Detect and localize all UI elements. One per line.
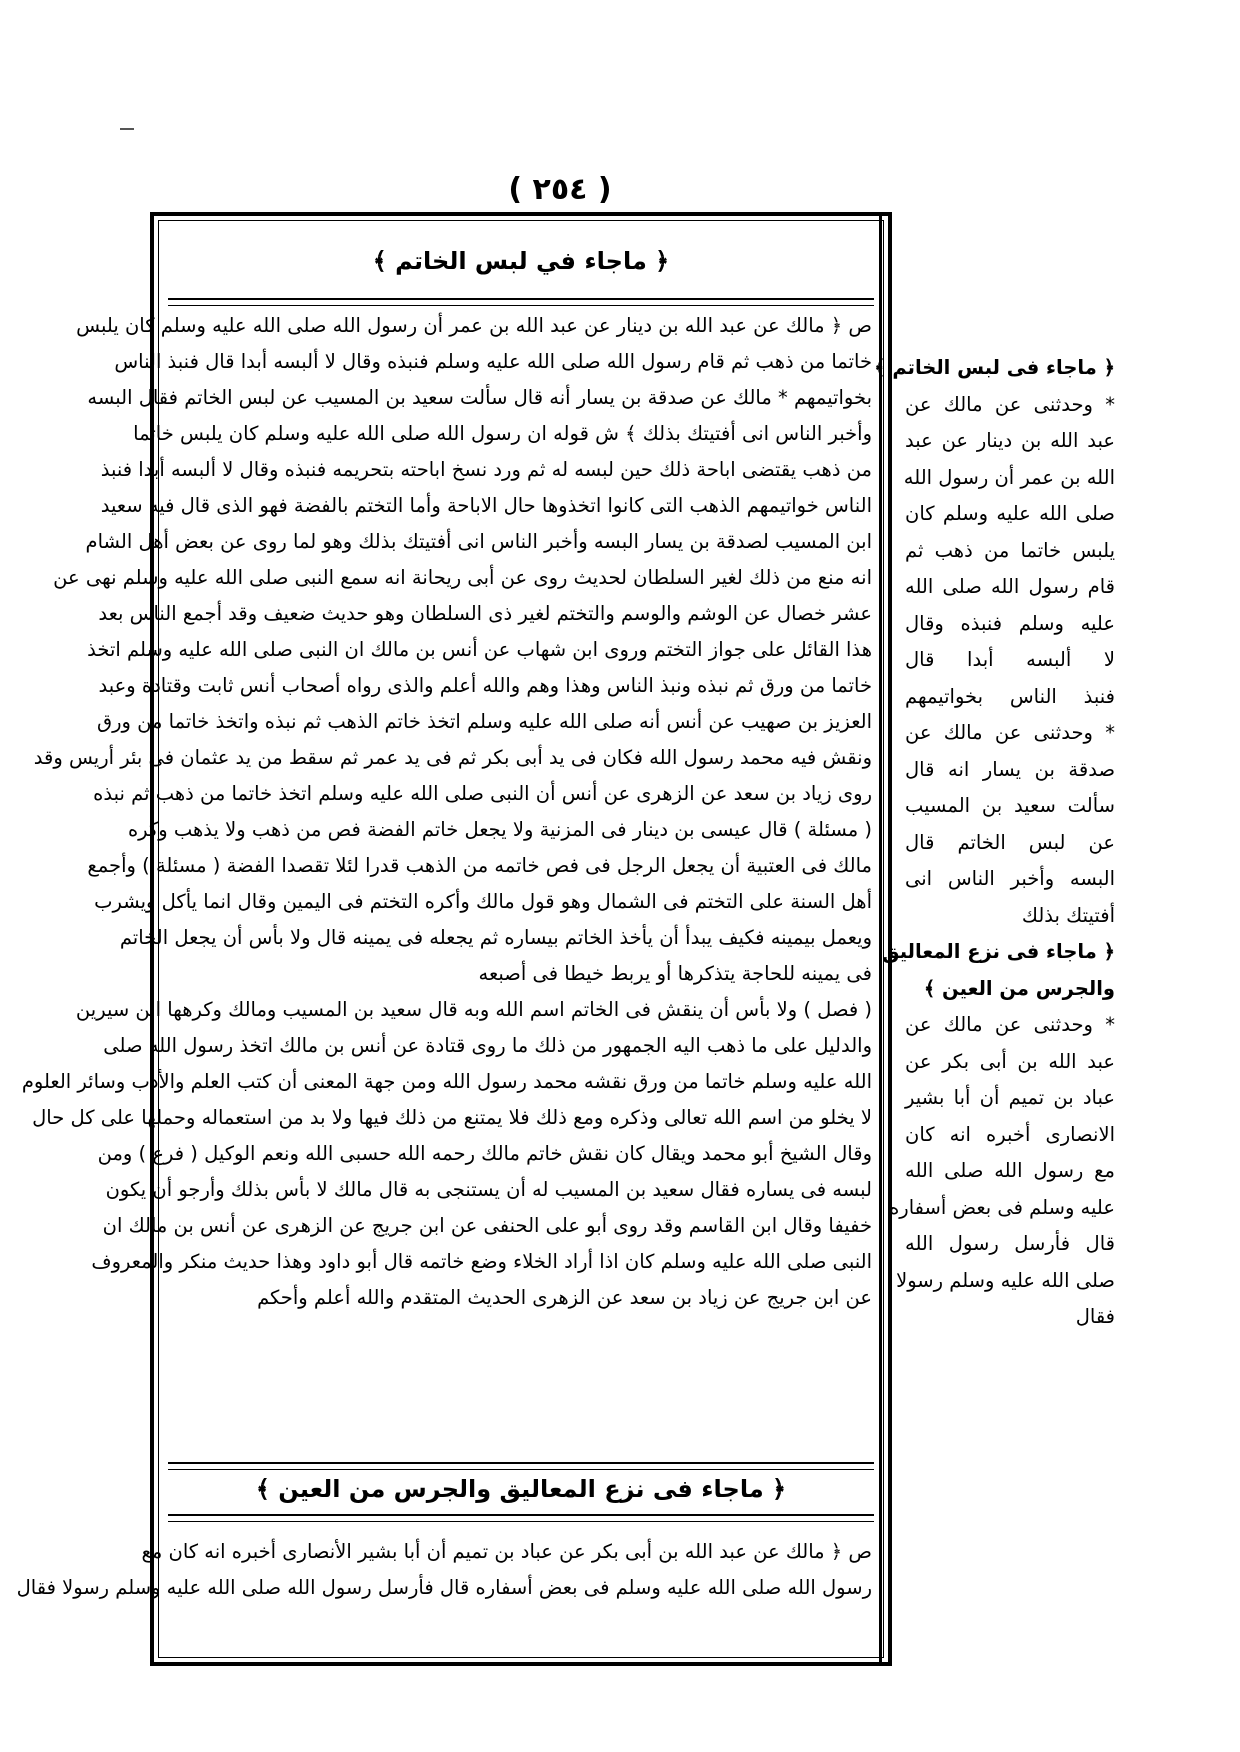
text-line: النبى صلى الله عليه وسلم كان اذا أراد الخلاء وضع خاتمه قال أبو داود وهذا حديث منكر والمعروف xyxy=(91,1250,872,1273)
text-line: هذا القائل على جواز التختم وروى ابن شهاب عن أنس بن مالك ان النبى صلى الله عليه وسلم اتخذ xyxy=(87,638,872,661)
text-line: الانصارى أخبره انه كان xyxy=(905,1122,1115,1146)
text-line: والدليل على ما ذهب اليه الجمهور من ذلك ما روى قتادة عن أنس بن مالك اتخذ رسول الله صلى xyxy=(103,1034,872,1057)
text-line: عليه وسلم فى بعض أسفاره xyxy=(889,1195,1115,1219)
text-line: * وحدثنى عن مالك عن xyxy=(905,1013,1115,1036)
section-heading-ring-wearing: ﴿ ماجاء في لبس الخاتم ﴾ xyxy=(372,247,670,275)
text-line: خاتما من ورق ثم نبذه ونبذ الناس وهذا وهم والله أعلم والذى رواه أصحاب أنس ثابت وقتادة وعبد xyxy=(98,674,872,697)
text-line: ويعمل بيمينه فكيف يبدأ أن يأخذ الخاتم بيساره ثم يجعله فى يمينه قال ولا بأس أن يجعل الخاتم xyxy=(119,926,872,949)
text-line: وقال الشيخ أبو محمد ويقال كان نقش خاتم مالك رحمه الله حسبى الله ونعم الوكيل ( فرع ) ومن xyxy=(97,1142,872,1165)
text-line: فنبذ الناس بخواتيمهم xyxy=(905,684,1115,708)
text-line: روى زياد بن سعد عن الزهرى عن أنس أن النبى صلى الله عليه وسلم اتخذ خاتما من ذهب ثم نبذه xyxy=(93,782,872,805)
double-rule xyxy=(168,298,874,306)
text-line: والجرس من العين ﴾ xyxy=(923,976,1115,1000)
main-text-frame xyxy=(16,212,892,1666)
text-line: صلى الله عليه وسلم رسولا xyxy=(896,1268,1115,1292)
text-line: لا يخلو من اسم الله تعالى وذكره ومع ذلك فلا يمتنع من ذلك فيها ولا بد من استعماله وحملها على كل حال xyxy=(32,1106,872,1129)
main-commentary-text xyxy=(21,308,872,1316)
double-rule xyxy=(168,1462,874,1470)
text-line: قال فأرسل رسول الله xyxy=(905,1232,1115,1255)
text-line: عبد الله بن دينار عن عبد xyxy=(905,429,1115,452)
text-line: فى يمينه للحاجة يتذكرها أو يربط خيطا فى أصبعه xyxy=(478,962,872,985)
text-line: عبد الله بن أبى بكر عن xyxy=(905,1049,1115,1073)
section-heading-removing-pendants: ﴿ ماجاء فى نزع المعاليق والجرس من العين ﴾ xyxy=(255,1475,787,1503)
text-line: رسول الله صلى الله عليه وسلم فى بعض أسفاره قال فأرسل رسول الله صلى الله عليه وسلم رسولا فقال xyxy=(16,1576,872,1599)
text-line: العزيز بن صهيب عن أنس أنه صلى الله عليه وسلم اتخذ خاتم الذهب ثم نبذه واتخذ خاتما من ورق xyxy=(96,710,872,733)
text-line: مالك فى العتبية أن يجعل الرجل فى فص خاتمه من الذهب قدرا لئلا تقصدا الفضة ( مسئلة ) وأجمع xyxy=(87,854,872,877)
text-line: أفتيتك بذلك xyxy=(1021,903,1115,927)
text-line: انه منع من ذلك لغير السلطان لحديث روى عن أبى ريحانة انه سمع النبى صلى الله عليه وسلم نهى عن xyxy=(53,566,872,589)
text-line: ( فصل ) ولا بأس أن ينقش فى الخاتم اسم الله وبه قال سعيد بن المسيب ومالك وكرهها ابن سيرين xyxy=(75,998,872,1021)
text-line: عليه وسلم فنبذه وقال xyxy=(905,611,1115,635)
text-line: صدقة بن يسار انه قال xyxy=(905,757,1115,781)
text-line: ونقش فيه محمد رسول الله فكان فى يد أبى بكر ثم فى يد عمر ثم سقط من يد عثمان فى بئر أريس وقد xyxy=(33,746,872,769)
text-line: من ذهب يقتضى اباحة ذلك حين لبسه له ثم ورد نسخ اباحته بتحريمه فنبذه وقال لا ألبسه أبدا فنبذ xyxy=(100,458,872,481)
text-line: الناس خواتيمهم الذهب التى كانوا اتخذوها حال الاباحة وأما التختم بالفضة فهو الذى قال فيه سعيد xyxy=(100,494,872,517)
text-line: ( مسئلة ) قال عيسى بن دينار فى المزنية ولا يجعل خاتم الفضة فص من ذهب ولا يذهب وكره xyxy=(127,818,872,841)
page-number: ( ٢٥٤ ) xyxy=(508,172,612,207)
text-line: * وحدثنى عن مالك عن xyxy=(905,392,1115,416)
text-line: ﴿ ماجاء فى نزع المعاليق xyxy=(882,940,1115,963)
text-line: ابن المسيب لصدقة بن يسار البسه وأخبر الناس انى أفتيتك بذلك وهو لما روى عن بعض أهل الشام xyxy=(85,530,872,553)
text-line: ص ﴿ مالك عن عبد الله بن دينار عن عبد الله بن عمر أن رسول الله صلى الله عليه وسلم كان يلبس xyxy=(76,314,872,337)
text-line: مع رسول الله صلى الله xyxy=(905,1159,1115,1182)
margin-text-column xyxy=(874,350,1115,1336)
double-rule xyxy=(168,1514,874,1522)
text-line: قام رسول الله صلى الله xyxy=(905,575,1115,598)
text-line: الله بن عمر أن رسول الله xyxy=(903,465,1115,489)
text-line: بخواتيمهم * مالك عن صدقة بن يسار أنه قال سألت سعيد بن المسيب عن لبس الخاتم فقال البسه xyxy=(87,386,872,409)
text-line: أهل السنة على التختم فى الشمال وهو قول مالك وأكره التختم فى اليمين وقال انما يأكل ويشرب xyxy=(94,890,872,913)
text-line: الله عليه وسلم خاتما من ورق نقشه محمد رسول الله ومن جهة المعنى أن كتب العلم والأدب وسائر العلوم xyxy=(21,1070,872,1093)
main-text-continued xyxy=(16,1534,872,1606)
text-line: ص ﴿ مالك عن عبد الله بن أبى بكر عن عباد بن تميم أن أبا بشير الأنصارى أخبره انه كان مع xyxy=(141,1540,872,1563)
corner-mark xyxy=(120,128,134,130)
text-line: عشر خصال عن الوشم والوسم والتختم لغير ذى السلطان وهو حديث ضعيف وقد أجمع الناس بعد xyxy=(98,602,872,625)
text-line: عن ابن جريج عن زياد بن سعد عن الزهرى الحديث المتقدم والله أعلم وأحكم xyxy=(257,1286,872,1309)
text-line: صلى الله عليه وسلم كان xyxy=(905,502,1115,525)
text-line: فقال xyxy=(1075,1305,1115,1328)
text-line: خفيفا وقال ابن القاسم وقد روى أبو على الحنفى عن ابن جريج عن الزهرى عن أنس بن مالك ان xyxy=(102,1214,872,1237)
text-line: يلبس خاتما من ذهب ثم xyxy=(905,538,1115,562)
text-line: وأخبر الناس انى أفتيتك بذلك ﴾ ش قوله ان رسول الله صلى الله عليه وسلم كان يلبس خاتما xyxy=(133,422,872,445)
text-line: البسه وأخبر الناس انى xyxy=(905,867,1115,890)
text-line: عن لبس الخاتم قال xyxy=(905,830,1115,854)
text-line: لبسه فى يساره فقال سعيد بن المسيب له أن يستنجى به قال مالك لا بأس بذلك وأرجو أن يكون xyxy=(105,1178,872,1201)
text-line: لا ألبسه أبدا قال xyxy=(905,648,1115,671)
text-line: * وحدثنى عن مالك عن xyxy=(905,721,1115,744)
text-line: ﴿ ماجاء فى لبس الخاتم ﴾ xyxy=(874,356,1115,379)
text-line: عباد بن تميم أن أبا بشير xyxy=(905,1086,1115,1109)
text-line: خاتما من ذهب ثم قام رسول الله صلى الله عليه وسلم فنبذه وقال لا ألبسه أبدا قال فنبذ الناس xyxy=(114,350,872,373)
text-line: سألت سعيد بن المسيب xyxy=(905,794,1115,817)
